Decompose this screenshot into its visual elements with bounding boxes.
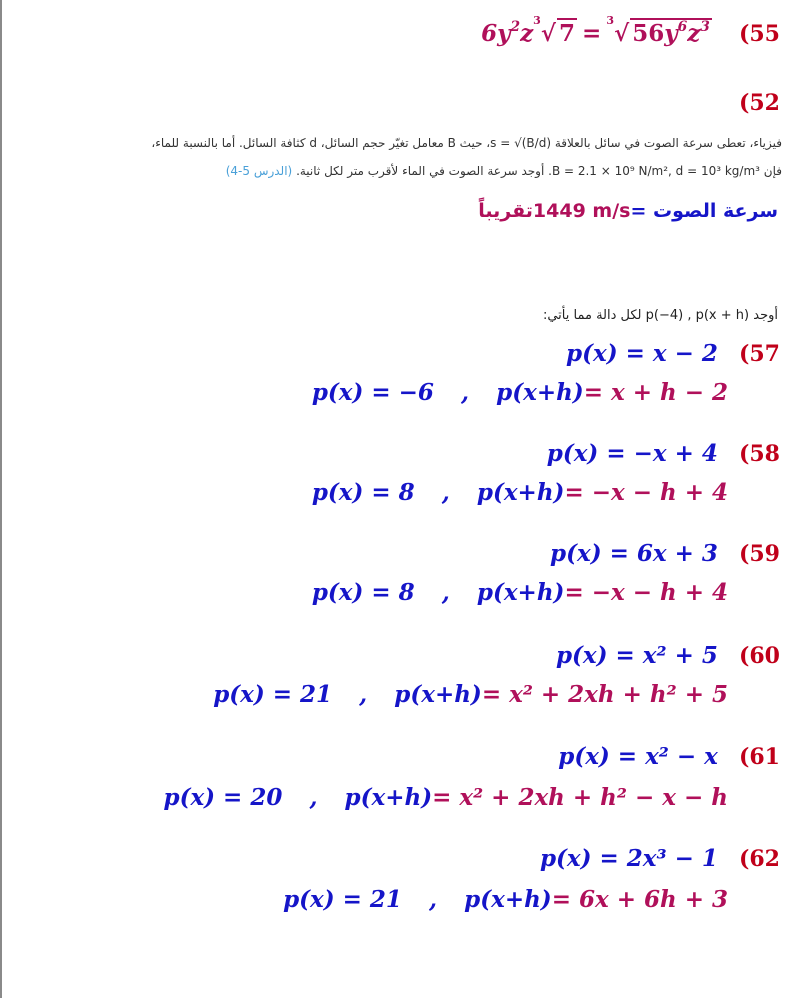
problem-61 [558, 743, 780, 770]
p52-text-line2: فإن B = 2.1 × 10⁹ N/m², d = 10³ kg/m³. أوجد سرعة الصوت في الماء لأقرب متر لكل ثانية. (الدرس 5-4) [225, 164, 782, 178]
problem-number: (62 [738, 846, 780, 872]
problem-57 [566, 340, 780, 367]
answer-rhs: = −x − h + 4 [564, 579, 728, 606]
problem-59 [550, 540, 780, 567]
problem-number: (60 [738, 643, 780, 669]
answer-lhs: p(x+h) [476, 479, 565, 506]
p55-number: (55 [738, 21, 780, 47]
answer-59 [312, 579, 728, 606]
separator: , [309, 784, 318, 811]
given-eq: p(x) = x² + 5 [555, 642, 718, 669]
instruction-text: أوجد p(−4) , p(x + h) لكل دالة مما يأتي: [542, 308, 778, 323]
answer-value: p(x) = 21 [213, 681, 333, 708]
answer-value: p(x) = 8 [311, 479, 415, 506]
answer-lhs: p(x+h) [476, 579, 565, 606]
answer-62 [283, 886, 728, 913]
answer-value: p(x) = 21 [283, 886, 402, 913]
answer-60 [213, 681, 728, 708]
p52-text-line1: فيزياء، تعطى سرعة الصوت في سائل بالعلاقة s = √(B/d)، حيث B معامل تغيّر حجم السائل، d كثافة السائل. أما بالنسبة للماء، [151, 136, 782, 150]
separator: , [441, 479, 450, 506]
given-eq: p(x) = 2x³ − 1 [539, 845, 718, 872]
answer-rhs: = x² + 2xh + h² − x − h [432, 784, 728, 811]
answer-value: p(x) = 20 [163, 784, 283, 811]
problem-number: (59 [738, 541, 780, 567]
given-eq: p(x) = 6x + 3 [550, 540, 718, 567]
answer-rhs: = 6x + 6h + 3 [551, 886, 728, 913]
given-eq: p(x) = −x + 4 [546, 440, 718, 467]
answer-61 [163, 784, 728, 811]
separator: , [461, 379, 470, 406]
problem-60 [556, 642, 780, 669]
answer-lhs: p(x+h) [394, 681, 482, 708]
separator: , [441, 579, 450, 606]
separator: , [429, 886, 438, 913]
problem-number: (61 [738, 744, 780, 770]
p55-rhs: $^3$√ $56y^6z^3$ [606, 14, 710, 47]
answer-rhs: = x² + 2xh + h² + 5 [481, 681, 728, 708]
problem-number: (57 [738, 341, 780, 367]
problem-58 [547, 440, 780, 467]
answer-lhs: p(x+h) [344, 784, 433, 811]
problem-55 [481, 14, 780, 47]
p52-number: (52 [738, 90, 780, 116]
answer-value: p(x) = 8 [311, 579, 415, 606]
answer-rhs: = x + h − 2 [583, 379, 728, 406]
p55-lhs: $6y^2z^3√$ 7 [481, 14, 575, 47]
answer-lhs: p(x+h) [496, 379, 584, 406]
separator: , [359, 681, 368, 708]
answer-rhs: = −x − h + 4 [564, 479, 728, 506]
problem-number: (58 [738, 441, 780, 467]
answer-value: p(x) = −6 [311, 379, 434, 406]
p52-lesson-ref: (الدرس 5-4) [225, 164, 293, 178]
given-eq: p(x) = x² − x [558, 743, 718, 770]
problem-62 [540, 845, 780, 872]
p55-equals: = [582, 20, 602, 47]
given-eq: p(x) = x − 2 [566, 340, 718, 367]
answer-57 [312, 379, 728, 406]
answer-58 [312, 479, 728, 506]
answer-lhs: p(x+h) [464, 886, 552, 913]
p52-answer: سرعة الصوت =1449 m/sتقريباً [478, 200, 778, 222]
